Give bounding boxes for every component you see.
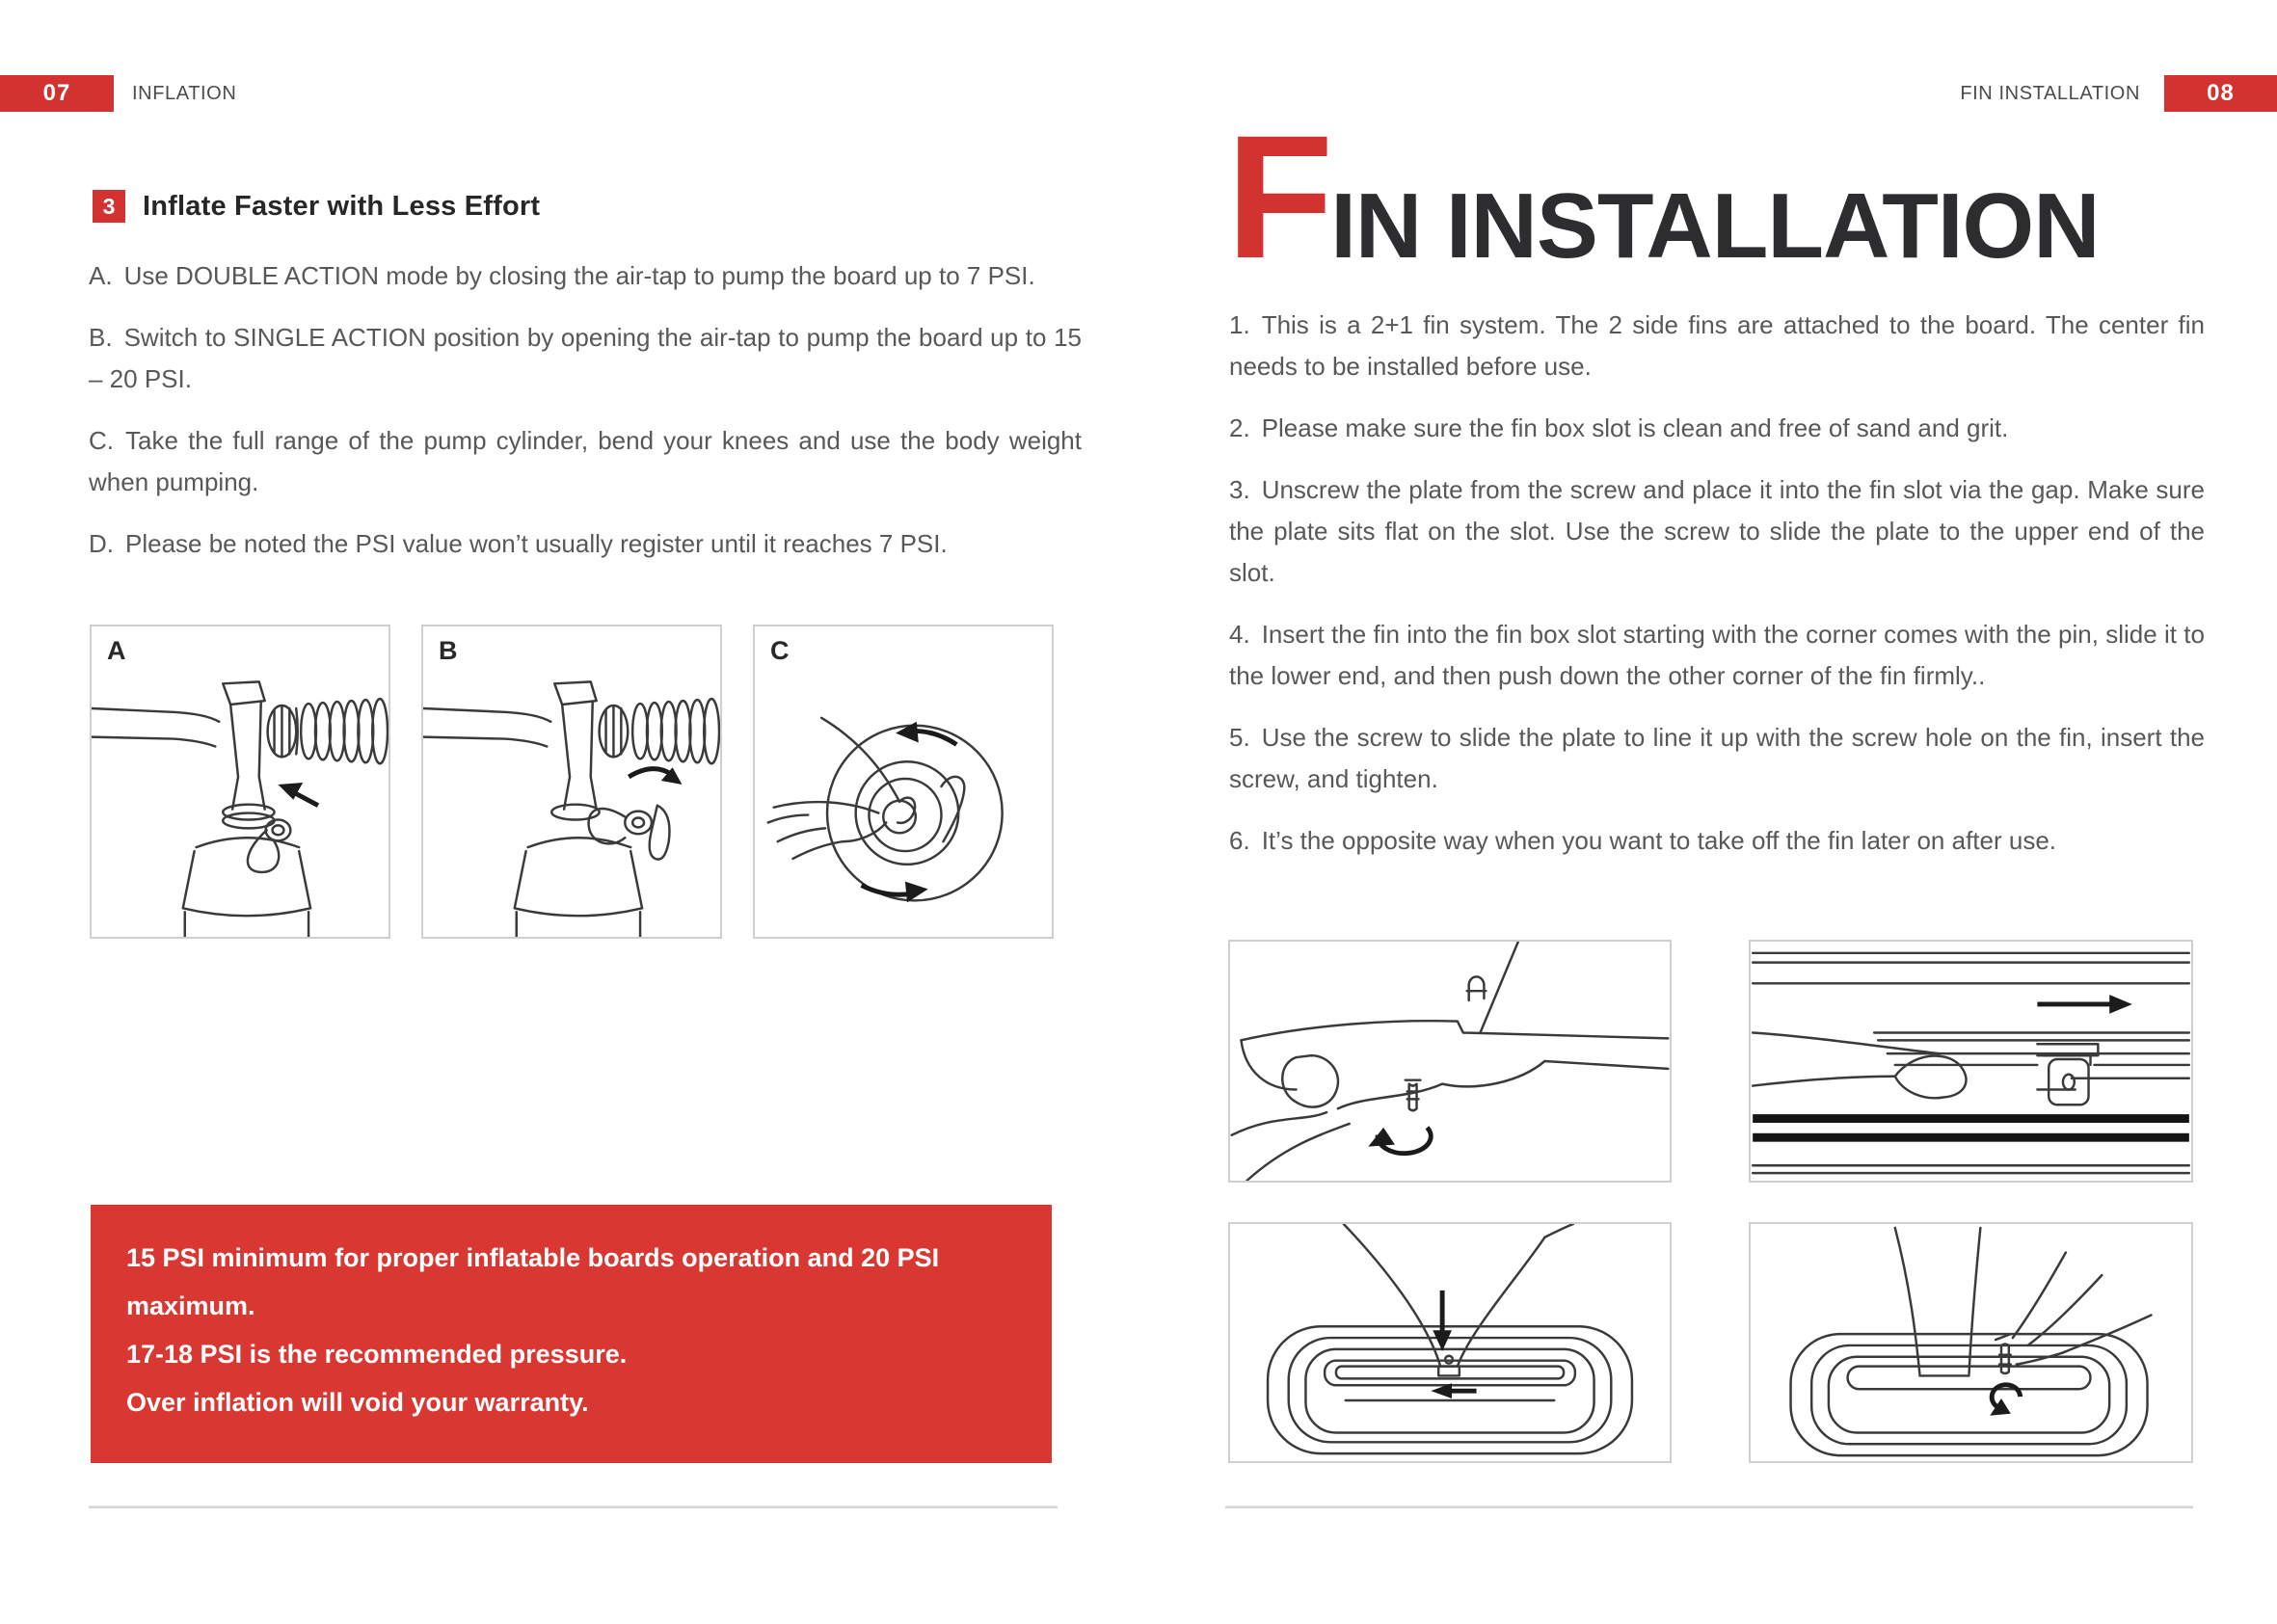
step-a [89, 255, 1082, 297]
fin-step-1-label: 1. [1229, 310, 1250, 339]
slide-arrow [2037, 995, 2131, 1014]
figure-b-label: B [439, 636, 458, 665]
step-d [89, 523, 1082, 565]
figure-b-pump-single-action [421, 625, 722, 939]
section-number-badge: 3 [93, 190, 125, 223]
down-arrow [1433, 1291, 1452, 1351]
fin-step-5-text: Use the screw to slide the plate to line it up with the screw hole on the fin, insert the screw, and tighten. [1229, 723, 2205, 793]
fin-step-1-text: This is a 2+1 fin system. The 2 side fins are attached to the board. The center fin needs to be installed before use. [1229, 310, 2205, 381]
inflation-steps [89, 255, 1082, 565]
page-number-badge-right [2164, 75, 2277, 112]
left-page [0, 0, 1138, 1624]
warning-line-1: 15 PSI minimum for proper inflatable boards operation and 20 PSI maximum. [126, 1243, 940, 1320]
slide-plate-illustration [1751, 942, 2191, 1181]
fin-step-6-label: 6. [1229, 826, 1250, 855]
figure-a-label: A [107, 636, 126, 665]
fin-step-2-text: Please make sure the fin box slot is clean and free of sand and grit. [1261, 413, 2009, 442]
fin-step-3-text: Unscrew the plate from the screw and place it into the fin slot via the gap. Make sure the plate sits flat on the slot. Use the screw to slide the plate to the upper end of the slot. [1229, 475, 2205, 587]
hand-turning-valve-illustration [755, 626, 1052, 937]
pump-air-tap-closed-illustration [92, 626, 388, 937]
footer-rule-right [1225, 1505, 2193, 1508]
fin-step-5 [1229, 717, 2205, 800]
page-title-rest: IN INSTALLATION [1330, 174, 2100, 278]
step-c-text: Take the full range of the pump cylinder, bend your knees and use the body weight when pumping. [89, 426, 1082, 496]
figure-tighten-screw [1749, 1222, 2193, 1463]
fin-step-6 [1229, 820, 2205, 862]
fin-step-4 [1229, 614, 2205, 697]
step-a-text: Use DOUBLE ACTION mode by closing the air-tap to pump the board up to 7 PSI. [123, 261, 1035, 290]
page-number-right: 08 [2207, 80, 2235, 106]
fin-step-2-label: 2. [1229, 413, 1250, 442]
fin-step-4-label: 4. [1229, 620, 1250, 649]
fin-step-4-text: Insert the fin into the fin box slot starting with the corner comes with the pin, slide it to the lower end, and then push down the other corner of the fin firmly.. [1229, 620, 2205, 690]
page-number-left: 07 [42, 80, 71, 106]
page-title [1226, 98, 2100, 295]
step-c [89, 420, 1082, 503]
pump-air-tap-open-illustration [423, 626, 720, 937]
page-number-badge-left [0, 75, 114, 112]
step-b-label: B. [89, 323, 113, 352]
warning-line-2: 17-18 PSI is the recommended pressure. [126, 1340, 628, 1369]
figure-insert-fin [1228, 1222, 1672, 1463]
step-d-label: D. [89, 529, 114, 558]
page-title-initial: F [1226, 98, 1331, 295]
arrow-to-air-tap [278, 783, 317, 806]
fin-installation-steps [1229, 305, 2205, 862]
fin-step-1 [1229, 305, 2205, 387]
psi-warning-box [91, 1205, 1052, 1463]
rotation-arrow [1368, 1128, 1431, 1154]
figure-slide-plate [1749, 940, 2193, 1183]
step-c-label: C. [89, 426, 114, 455]
section-title: Inflate Faster with Less Effort [143, 190, 541, 222]
warning-line-3: Over inflation will void your warranty. [126, 1388, 589, 1417]
figure-c-label: C [770, 636, 790, 665]
arrow-open-tap [629, 767, 682, 785]
running-header-right: FIN INSTALLATION [1960, 82, 2140, 104]
figure-a-pump-double-action [90, 625, 390, 939]
unscrew-plate-illustration [1230, 942, 1670, 1181]
running-header-left: INFLATION [132, 82, 237, 104]
step-a-label: A. [89, 261, 113, 290]
step-d-text: Please be noted the PSI value won’t usually register until it reaches 7 PSI. [125, 529, 948, 558]
fin-step-3 [1229, 469, 2205, 594]
insert-fin-illustration [1230, 1224, 1670, 1461]
footer-rule-left [89, 1505, 1058, 1508]
fin-step-2 [1229, 408, 2205, 449]
step-b-text: Switch to SINGLE ACTION position by opening the air-tap to pump the board up to 15 – 20 PSI. [89, 323, 1082, 393]
step-b [89, 317, 1082, 400]
fin-step-6-text: It’s the opposite way when you want to take off the fin later on after use. [1261, 826, 2057, 855]
figure-unscrew-plate [1228, 940, 1672, 1183]
tighten-screw-illustration [1751, 1224, 2191, 1461]
fin-step-5-label: 5. [1229, 723, 1250, 752]
figure-c-valve-turn [753, 625, 1054, 939]
fin-step-3-label: 3. [1229, 475, 1250, 504]
